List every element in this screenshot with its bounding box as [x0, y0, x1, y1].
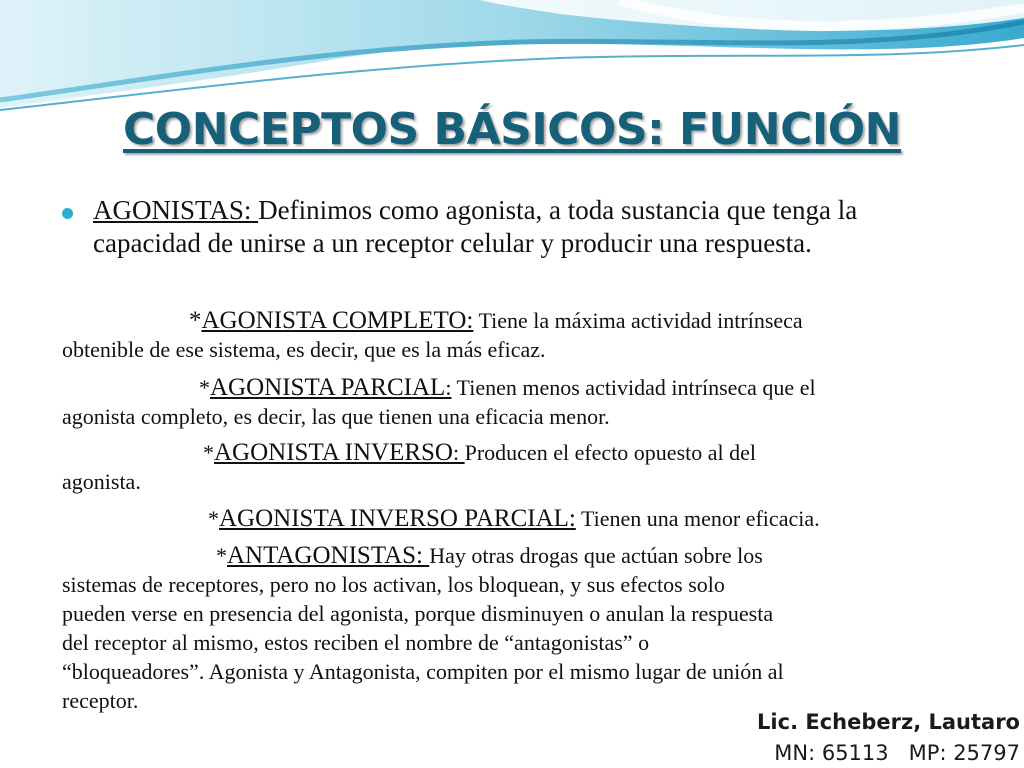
definition-agonistas: Definimos como agonista, a toda sustancia que tenga la capacidad de unirse a un receptor celular y producir una respuesta. [93, 195, 858, 258]
bullet-text [93, 194, 962, 260]
term-agonista-parcial: AGONISTA PARCIAL [210, 374, 446, 401]
item-agonista-completo: *AGONISTA COMPLETO: Tiene la máxima actividad intrínseca obtenible de ese sistema, es decir, que es la más eficaz. [62, 307, 803, 362]
term-antagonistas: ANTAGONISTAS: [227, 542, 430, 569]
header-wave-decoration [0, 0, 1024, 120]
item-agonista-parcial: *AGONISTA PARCIAL: Tienen menos actividad intrínseca que el agonista completo, es decir, las que tienen una eficacia menor. [62, 374, 816, 429]
item-antagonistas: *ANTAGONISTAS: Hay otras drogas que actúan sobre los sistemas de receptores, pero no los activan, los bloquean, y sus efectos solo pueden verse en presencia del agonista, porque disminuyen o anulan la respuesta del receptor al mismo, estos reciben el nombre de “antagonistas” o “bloqueadores”. Agonista y Antagonista, compiten por el mismo lugar de unión al receptor. [62, 542, 784, 713]
term-agonista-completo: AGONISTA COMPLETO: [201, 307, 474, 334]
term-agonistas: AGONISTAS: [93, 195, 259, 225]
term-agonista-inverso-parcial: AGONISTA INVERSO PARCIAL: [219, 505, 576, 532]
slide-title: CONCEPTOS BÁSICOS: FUNCIÓN [123, 104, 901, 155]
item-agonista-inverso-parcial: *AGONISTA INVERSO PARCIAL: Tienen una menor eficacia. [208, 505, 820, 532]
term-agonista-inverso: AGONISTA INVERSO [214, 439, 453, 466]
author-name: Lic. Echeberz, Lautaro [757, 710, 1020, 734]
bullet-dot-icon [62, 208, 73, 219]
bullet-agonistas [62, 194, 962, 260]
author-registration: MN: 65113 MP: 25797 [774, 741, 1020, 765]
item-agonista-inverso: *AGONISTA INVERSO: Producen el efecto opuesto al del agonista. [62, 439, 757, 494]
